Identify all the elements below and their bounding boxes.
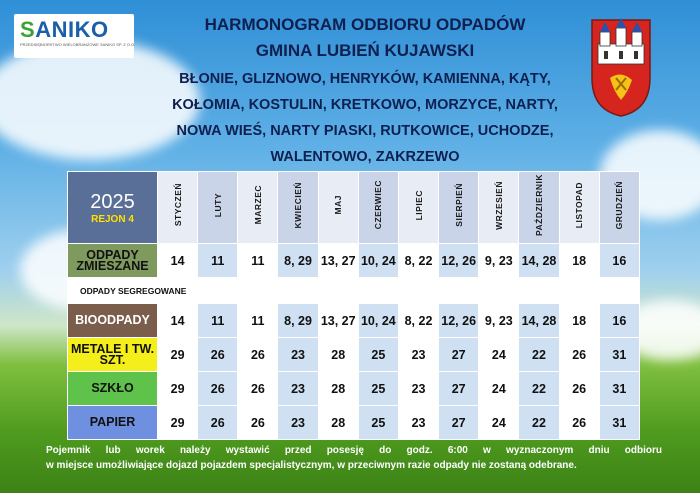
row-label-metal: METALE I TW. SZT. [68,338,158,372]
table-cell: 26 [238,406,278,440]
table-cell: 8, 22 [398,304,438,338]
segregated-label: ODPADY SEGREGOWANE [68,278,640,304]
row-label-glass: SZKŁO [68,372,158,406]
table-cell: 26 [198,372,238,406]
table-cell: 26 [238,372,278,406]
table-cell: 16 [599,304,639,338]
table-cell: 28 [318,338,358,372]
segregated-row [68,278,640,304]
table-cell: 23 [278,406,318,440]
table-cell: 23 [278,338,318,372]
table-cell: 8, 29 [278,244,318,278]
table-cell: 12, 26 [439,304,479,338]
month-header: LUTY [198,172,238,244]
table-cell: 23 [398,372,438,406]
places-line: WALENTOWO, ZAKRZEWO [270,149,460,165]
saniko-logo: SANIKO PRZEDSIĘBIORSTWO WIELOBRANŻOWE SANIKO SP. Z O.O. [14,14,134,58]
coat-of-arms-icon [590,18,652,118]
table-cell: 29 [158,372,198,406]
note-line: w miejsce umożliwiające dojazd pojazdem specjalistycznym, w przeciwnym razie odpady nie zostaną odebrane. [46,460,577,471]
table-cell: 14, 28 [519,244,559,278]
table-cell: 18 [559,244,599,278]
table-cell: 26 [559,372,599,406]
places-line: NOWA WIEŚ, NARTY PIASKI, RUTKOWICE, UCHODZE, [176,123,554,139]
table-cell: 26 [559,338,599,372]
table-cell: 31 [599,406,639,440]
year-cell [68,172,158,244]
table-cell: 10, 24 [358,304,398,338]
footer-note [46,443,662,473]
table-cell: 18 [559,304,599,338]
table-row-paper [68,406,640,440]
table-cell: 23 [278,372,318,406]
places-line: BŁONIE, GLIZNOWO, HENRYKÓW, KAMIENNA, KĄTY, [179,71,551,87]
table-cell: 11 [198,244,238,278]
table-cell: 8, 29 [278,304,318,338]
month-header: MARZEC [238,172,278,244]
month-header: KWIECIEŃ [278,172,318,244]
table-cell: 14 [158,304,198,338]
table-row-metal [68,338,640,372]
row-label-paper: PAPIER [68,406,158,440]
table-row-mixed [68,244,640,278]
table-cell: 22 [519,372,559,406]
note-line: Pojemnik lub worek należy wystawić przed posesję do godz. 6:00 w wyznaczonym dniu odbioru [46,445,662,456]
table-row-bio [68,304,640,338]
schedule-table [67,171,640,440]
places-list [150,66,580,170]
table-cell: 8, 22 [398,244,438,278]
table-cell: 31 [599,372,639,406]
table-cell: 14, 28 [519,304,559,338]
logo-subtitle: PRZEDSIĘBIORSTWO WIELOBRANŻOWE SANIKO SP. Z O.O. [20,42,136,47]
table-cell: 24 [479,338,519,372]
page-title: HARMONOGRAM ODBIORU ODPADÓW [204,15,526,34]
row-label-mixed: ODPADY ZMIESZANE [68,244,158,278]
places-line: KOŁOMIA, KOSTULIN, KRETKOWO, MORZYCE, NARTY, [172,97,558,113]
month-header: STYCZEŃ [158,172,198,244]
table-cell: 26 [559,406,599,440]
table-cell: 14 [158,244,198,278]
table-cell: 9, 23 [479,304,519,338]
table-cell: 28 [318,406,358,440]
month-header: LIPIEC [398,172,438,244]
table-cell: 27 [439,406,479,440]
table-cell: 29 [158,406,198,440]
table-cell: 26 [198,406,238,440]
table-cell: 11 [238,304,278,338]
table-cell: 12, 26 [439,244,479,278]
table-cell: 26 [198,338,238,372]
month-header: SIERPIEŃ [439,172,479,244]
table-cell: 22 [519,406,559,440]
table-cell: 23 [398,338,438,372]
table-cell: 29 [158,338,198,372]
row-label-bio: BIOODPADY [68,304,158,338]
table-cell: 25 [358,372,398,406]
year: 2025 [90,190,135,213]
table-cell: 27 [439,338,479,372]
table-cell: 27 [439,372,479,406]
table-cell: 31 [599,338,639,372]
table-cell: 28 [318,372,358,406]
table-cell: 23 [398,406,438,440]
table-cell: 11 [198,304,238,338]
table-cell: 10, 24 [358,244,398,278]
logo-name: ANIKO [35,17,109,42]
month-header: PAŹDZIERNIK [519,172,559,244]
table-cell: 16 [599,244,639,278]
table-cell: 13, 27 [318,304,358,338]
table-cell: 26 [238,338,278,372]
page-subtitle: GMINA LUBIEŃ KUJAWSKI [255,41,475,60]
month-header: LISTOPAD [559,172,599,244]
table-cell: 25 [358,338,398,372]
table-cell: 13, 27 [318,244,358,278]
header [150,12,580,170]
month-header: MAJ [318,172,358,244]
table-cell: 22 [519,338,559,372]
table-cell: 25 [358,406,398,440]
table-cell: 9, 23 [479,244,519,278]
table-cell: 24 [479,406,519,440]
table-cell: 11 [238,244,278,278]
region: REJON 4 [91,213,134,225]
table-cell: 24 [479,372,519,406]
month-header: CZERWIEC [358,172,398,244]
table-row-glass [68,372,640,406]
month-header: WRZESIEŃ [479,172,519,244]
month-header: GRUDZIEŃ [599,172,639,244]
